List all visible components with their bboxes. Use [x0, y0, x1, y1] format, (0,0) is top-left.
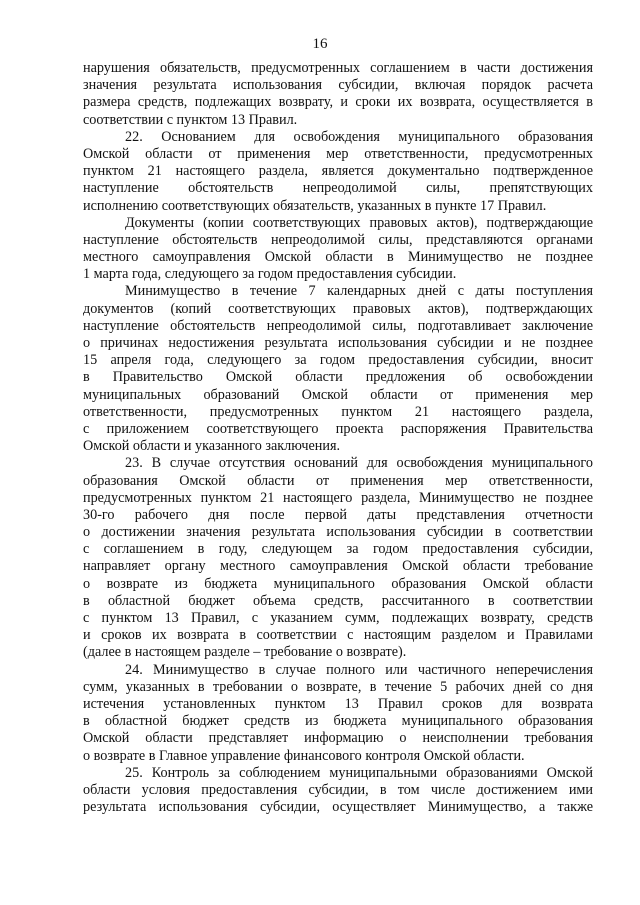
text-line: и сроков их возврата в соответствии с настоящим разделом и Правилами — [83, 627, 593, 644]
text-line: соответствии с пунктом 13 Правил. — [83, 111, 298, 128]
text-line: Минимущество в течение 7 календарных дней с даты поступления — [125, 283, 593, 300]
text-line: значения результата использования субсидии, включая порядок расчета — [83, 77, 593, 94]
text-line: наступление обстоятельств непреодолимой силы, представляются органами — [83, 231, 593, 248]
text-line: с соглашением в году, следующем за годом предоставления субсидии, — [83, 541, 593, 558]
page-number: 16 — [312, 36, 328, 52]
text-line: результата использования субсидии, осуществляет Минимущество, а также — [83, 799, 593, 816]
text-line: 30-го рабочего дня после первой даты представления отчетности — [83, 506, 593, 523]
text-line: в областной бюджет средств из бюджета муниципального образования — [83, 713, 593, 730]
text-line: размера средств, подлежащих возврату, и сроки их возврата, осуществляется в — [83, 94, 593, 111]
text-line: в Правительство Омской области предложения об освобождении — [83, 369, 593, 386]
text-line: 15 апреля года, следующего за годом предоставления субсидии, вносит — [83, 352, 593, 369]
text-line: о причинах недостижения результата использования субсидии и не позднее — [83, 335, 593, 351]
text-line: исполнению соответствующих обязательств, указанных в пункте 17 Правил. — [83, 197, 547, 214]
text-line: 25. Контроль за соблюдением муниципальными образованиями Омской — [125, 764, 593, 781]
text-line: области условия предоставления субсидии, в том числе достижением ими — [83, 781, 593, 798]
text-line: в областной бюджет объема средств, рассчитанного в соответствии — [83, 592, 593, 609]
text-line: ответственности, предусмотренных пунктом 21 настоящего раздела, — [83, 403, 593, 420]
text-line: 23. В случае отсутствия оснований для освобождения муниципального — [125, 455, 593, 472]
text-line: местного самоуправления Омской области в Минимущество не позднее — [83, 249, 593, 266]
text-line: Документы (копии соответствующих правовых актов), подтверждающие — [125, 214, 593, 231]
text-line: Омской области представляет информацию о неисполнении требования — [83, 730, 593, 747]
text-line: пунктом 21 настоящего раздела, является документально подтвержденное — [83, 163, 593, 180]
text-line: 24. Минимущество в случае полного или частичного неперечисления — [125, 661, 593, 678]
text-line: наступление обстоятельств непреодолимой силы, препятствующих — [83, 180, 593, 197]
text-line: о достижении значения результата использования субсидии в соответствии — [83, 524, 593, 541]
text-line: истечения установленных пунктом 13 Правил сроков для возврата — [83, 695, 593, 712]
body-text — [83, 60, 593, 816]
text-line: 22. Основанием для освобождения муниципального образования — [125, 128, 593, 145]
text-line: о возврате из бюджета муниципального образования Омской области — [83, 575, 593, 592]
text-line: 1 марта года, следующего за годом предоставления субсидии. — [83, 266, 457, 283]
text-line: нарушения обязательств, предусмотренных соглашением в части достижения — [83, 60, 593, 76]
text-line: направляет органу местного самоуправления Омской области требование — [83, 558, 593, 575]
text-line: муниципальных образований Омской области от применения мер — [83, 386, 593, 403]
text-line: с пунктом 13 Правил, с указанием сумм, подлежащих возврату, средств — [83, 610, 593, 626]
text-line: сумм, указанных в требовании о возврате, в течение 5 рабочих дней со дня — [83, 678, 593, 695]
text-line: Омской области от применения мер ответственности, предусмотренных — [83, 145, 593, 162]
text-line: предусмотренных пунктом 21 настоящего раздела, Минимущество не позднее — [83, 489, 593, 506]
text-line: наступление обстоятельств непреодолимой силы, подготавливает заключение — [83, 317, 593, 334]
text-line: с приложением соответствующего проекта распоряжения Правительства — [83, 420, 593, 437]
text-line: документов (копий соответствующих правовых актов), подтверждающих — [83, 300, 593, 317]
text-line: образования Омской области от применения мер ответственности, — [83, 472, 593, 489]
text-line: (далее в настоящем разделе – требование о возврате). — [83, 644, 407, 661]
text-line: Омской области и указанного заключения. — [83, 438, 341, 455]
text-line: о возврате в Главное управление финансового контроля Омской области. — [83, 747, 525, 764]
